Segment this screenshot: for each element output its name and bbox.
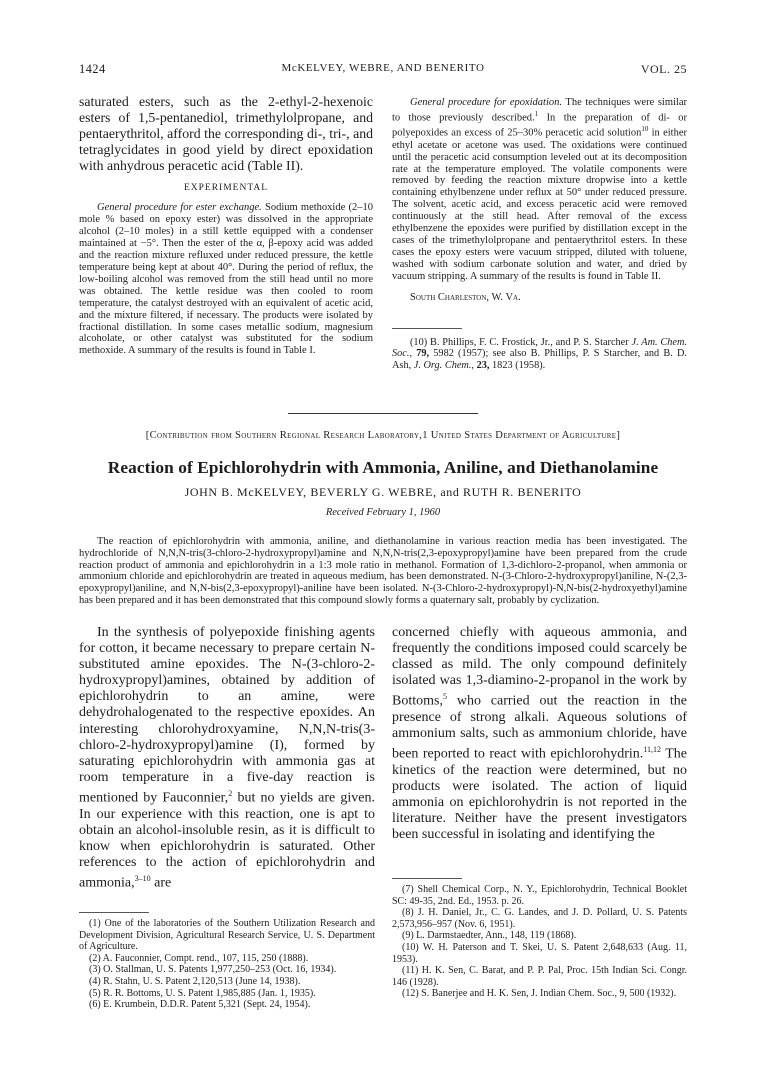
footnote-9: (9) L. Darmstaedter, Ann., 148, 119 (1868). [402, 930, 577, 942]
body-right-column [392, 625, 687, 844]
footnote-rule [392, 328, 462, 329]
footnotes-right [392, 884, 687, 1000]
body-left-paragraph [79, 625, 375, 892]
footnote-rule-right [392, 878, 462, 879]
running-header [79, 62, 687, 78]
body-left-column [79, 625, 375, 892]
footnote-10b: (10) W. H. Paterson and T. Skei, U. S. Patent 2,648,633 (Aug. 11, 1953). [392, 941, 687, 965]
footnote-12: (12) S. Banerjee and H. K. Sen, J. Indian Chem. Soc., 9, 500 (1932). [402, 988, 677, 1000]
ester-exchange-heading: General procedure for ester exchange. [97, 202, 262, 214]
ref-mark: 10 [641, 125, 649, 134]
volume-label: VOL. 25 [640, 62, 687, 76]
epoxidation-paragraph [392, 97, 687, 283]
ref-mark: 1 [534, 109, 539, 118]
footnotes-left [79, 918, 375, 1011]
page-number: 1424 [79, 62, 106, 76]
body-right-text-a: concerned chiefly with aqueous ammonia, and frequently the conditions imposed could scarcely be classed as mild. The only compound definitely isolated was 1,3-diamino-2-propanol in the work by Bottoms, [392, 625, 687, 710]
ref10-text-a: (10) B. Phillips, F. C. Frostick, Jr., and P. S. Starcher [410, 336, 629, 348]
footnote-5: (5) R. R. Bottoms, U. S. Patent 1,985,885 (Jan. 1, 1935). [89, 987, 316, 999]
ref-mark: 2 [228, 788, 233, 798]
ref10-volume-2: 23, [476, 360, 490, 372]
footnote-6: (6) E. Krumbein, D.D.R. Patent 5,321 (Sept. 24, 1954). [89, 999, 311, 1011]
abstract-text: The reaction of epichlorohydrin with ammonia, aniline, and diethanolamine in various reaction media has been investigated. The hydrochloride of N,N,N-tris(3-chloro-2-hydroxypropyl)amine and N,N,N-tris(2,3-epoxypropyl)amine have been prepared from the crude reaction product of ammonia and epichlorohydrin in a 1:3 mole ratio in methanol. Formation of 1,3-dichloro-2-propanol, when ammonia or ammonium chloride and epichlorohydrin are treated in aqueous medium, has been demonstrated. N-(3-Chloro-2-hydroxypropyl)aniline, N-(2,3-epoxypropyl)aniline, and N,N-bis(2,3-epoxypropyl)-aniline have been isolated. N-(3-Chloro-2-hydroxypropyl)-N,N-bis(2-hydroxyethyl)amine has been prepared and it has been demonstrated that this compound slowly forms a quaternary salt, probably by cyclization. [79, 536, 687, 606]
abstract [79, 536, 687, 607]
ref10-text-b: 5982 (1957); see also B. Phillips, P. S Starcher, and B. D. Ash, [392, 348, 688, 372]
footnote-4: (4) R. Stahn, U. S. Patent 2,120,513 (June 14, 1938). [89, 975, 301, 987]
ref-mark: 3–10 [134, 874, 151, 884]
footnote-1: (1) One of the laboratories of the Southern Utilization Research and Development Division, Agricultural Research Service, U. S. Department of Agriculture. [79, 918, 375, 953]
ester-exchange-text: Sodium methoxide (2–10 mole % based on epoxy ester) was dissolved in the appropriate alcohol (2–10 moles) in a still kettle equipped with a condenser maintained at −5°. Then the ester of the α, β-epoxy acid was added and the reaction mixture refluxed under reduced pressure, the kettle temperature being kept at about 40°. During the period of reflux, the low-boiling alcohol was removed from the still head until no more was obtained. The kettle residue was then cooled to room temperature, the catalyst destroyed with an equivalent of acetic acid, and the mixture filtered, if necessary. The products were isolated by fractional distillation. In some cases metallic sodium, magnesium alcoholate, or other catalyst was substituted for the sodium methoxide. A summary of the results is found in Table I. [79, 202, 374, 357]
prev-article-left-column [79, 94, 373, 357]
ref10-volume: 79, [416, 348, 430, 360]
footnote-7: (7) Shell Chemical Corp., N. Y., Epichlorohydrin, Technical Booklet SC: 49-35, 2nd. Ed., 1953. p. 26. [392, 884, 687, 907]
body-left-text-b: but no yields are given. In our experience with this reaction, one is apt to obtain an alcohol-insoluble resin, as it is difficult to know when epichlorohydrin is saturated. Other references to the action of epichlorohydrin and ammonia, [79, 790, 376, 891]
ref-mark: 11,12 [643, 745, 662, 755]
location-line: South Charleston, W. Va. [410, 291, 521, 303]
epoxidation-text-c: in either ethyl acetate or acetone was used. The oxidations were continued until the peracetic acid consumption leveled out at its decomposition rate at the temperature employed. The volatile components were removed by feeding the reaction mixture dropwise into a kettle containing ethylbenzene under reflux at 50° under reduced pressure. The solvent, acetic acid, and excess peracetic acid were removed continuously at the still head. After removal of the excess ethylbenzene the epoxides were purified by distillation except in the cases of the trimethylolpropane and pentaerythritol esters. In these cases the epoxy esters were vacuum stripped, diluted with toluene, washed with sodium carbonate solution and water, and dried by vacuum stripping. A summary of the results is found in Table II. [392, 127, 687, 282]
experimental-heading: EXPERIMENTAL [183, 182, 269, 193]
received-date: Received February 1, 1960 [325, 507, 441, 518]
article-title: Reaction of Epichlorohydrin with Ammonia, Aniline, and Diethanolamine [107, 458, 659, 477]
ester-exchange-paragraph [79, 202, 373, 357]
body-right-paragraph [392, 625, 687, 844]
body-left-text-c: are [154, 875, 172, 891]
footnote-2: (2) A. Fauconnier, Compt. rend., 107, 115, 250 (1888). [89, 952, 309, 964]
prev-article-right-column [392, 97, 687, 372]
epoxidation-text-b: In the preparation of di- or polyepoxides an excess of 25–30% peracetic acid solution [392, 112, 688, 139]
body-right-text-b: who carried out the reaction in the presence of strong alkali. Aqueous solutions of ammonium salts, such as ammonium chloride, have been reported to react with epichlorohydrin. [392, 694, 687, 762]
article-authors: JOHN B. McKELVEY, BEVERLY G. WEBRE, and RUTH R. BENERITO [184, 485, 582, 499]
prev-article-intro: saturated esters, such as the 2-ethyl-2-hexenoic esters of 1,5-pentanediol, trimethylolpropane, and pentaerythritol, afford the corresponding di-, tri-, and tetraglycidates in good yield by direct epoxidation with anhydrous peracetic acid (Table II). [79, 94, 373, 173]
footnote-10 [392, 337, 687, 373]
body-right-text-c: The kinetics of the reaction were determined, but no products were isolated. The action of liquid ammonia on epichlorohydrin is not reported in the literature. Neither have the present investigators been successful in isolating and identifying the [392, 746, 687, 843]
body-left-text-a: In the synthesis of polyepoxide finishing agents for cotton, it became necessary to prepare certain N-substituted amine epoxides. The N-(3-chloro-2-hydroxypropyl)amines, obtained by addition of epichlorohydrin to an amine, were dehydrohalogenated to the respective epoxides. An interesting chlorohydroxyamine, N,N,N-tris(3-chloro-2-hydroxypropyl)amine (I), formed by saturating epichlorohydrin with ammonia gas at room temperature in a five-day reaction is mentioned by Fauconnier, [79, 625, 375, 806]
epoxidation-text-a: The techniques were similar to those previously described. [392, 97, 687, 124]
epoxidation-heading: General procedure for epoxidation. [410, 97, 563, 108]
footnote-11: (11) H. K. Sen, C. Barat, and P. P. Pal, Proc. 15th Indian Sci. Congr. 146 (1928). [392, 965, 687, 988]
footnote-rule-left [79, 912, 149, 913]
ref10-journal: J. Am. Chem. Soc., [392, 336, 688, 360]
ref10-journal-2: J. Org. Chem., [413, 360, 474, 372]
running-title: McKELVEY, WEBRE, AND BENERITO [281, 62, 485, 74]
article-separator [288, 413, 478, 414]
contribution-line: [Contribution from Southern Regional Research Laboratory,1 United States Department of Agriculture] [145, 430, 621, 441]
ref10-text-c: 1823 (1958). [492, 360, 546, 372]
footnote-8: (8) J. H. Daniel, Jr., C. G. Landes, and J. D. Pollard, U. S. Patents 2,573,956–957 (Nov. 6, 1951). [392, 907, 687, 930]
footnote-3: (3) O. Stallman, U. S. Patents 1,977,250–253 (Oct. 16, 1934). [89, 964, 337, 976]
ref-mark: 5 [442, 692, 447, 702]
